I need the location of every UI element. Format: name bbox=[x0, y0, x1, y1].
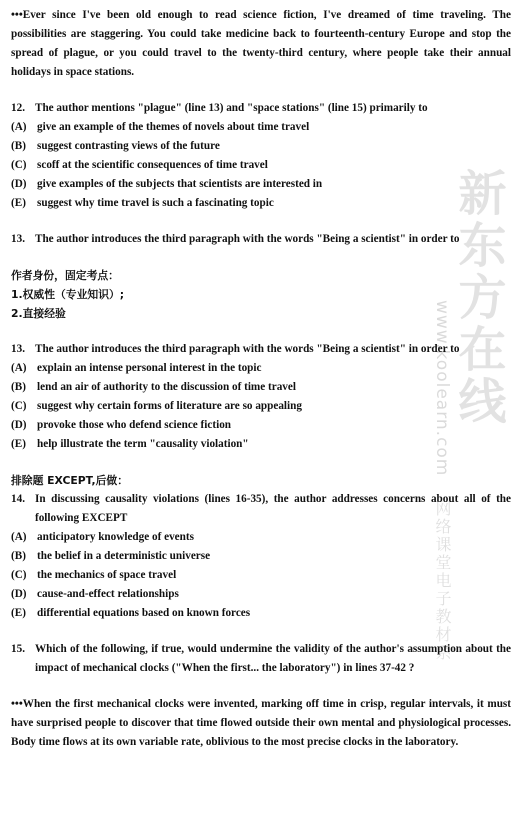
options-14 bbox=[11, 528, 511, 623]
option-key: (D) bbox=[11, 178, 27, 190]
option-13e bbox=[11, 435, 511, 454]
option-14c bbox=[11, 566, 511, 585]
option-text: suggest why time travel is such a fascinating topic bbox=[37, 197, 274, 209]
note-title: 作者身份，固定考点： bbox=[11, 269, 119, 282]
option-key: (C) bbox=[11, 569, 27, 581]
passage-clocks: •••When the first mechanical clocks were invented, marking off time in crisp, regular intervals, it must have surprised people to discover that time flowed outside their own mental and physiological processes. Body time flows at its own variable rate, oblivious to the most precise clocks in the laboratory. bbox=[11, 698, 511, 748]
note-author-identity bbox=[11, 266, 511, 323]
option-key: (A) bbox=[11, 531, 27, 543]
options-13 bbox=[11, 359, 511, 454]
option-text: help illustrate the term "causality violation" bbox=[37, 438, 249, 450]
option-text: the belief in a deterministic universe bbox=[37, 550, 211, 562]
question-12 bbox=[11, 99, 511, 118]
option-12b bbox=[11, 137, 511, 156]
option-key: (B) bbox=[11, 550, 26, 562]
option-key: (B) bbox=[11, 381, 26, 393]
watermark-subtitle: 网络课堂电子教材系 bbox=[433, 500, 452, 662]
option-key: (E) bbox=[11, 607, 26, 619]
option-14e bbox=[11, 604, 511, 623]
option-12a bbox=[11, 118, 511, 137]
option-12c bbox=[11, 156, 511, 175]
option-14b bbox=[11, 547, 511, 566]
option-13b bbox=[11, 378, 511, 397]
option-key: (C) bbox=[11, 400, 27, 412]
option-text: provoke those who defend science fiction bbox=[37, 419, 232, 431]
option-text: give examples of the subjects that scientists are interested in bbox=[37, 178, 323, 190]
option-key: (B) bbox=[11, 140, 26, 152]
question-stem: The author mentions "plague" (line 13) and "space stations" (line 15) primarily to bbox=[34, 102, 428, 114]
question-stem: The author introduces the third paragraph with the words "Being a scientist" in order to bbox=[34, 233, 460, 245]
option-key: (E) bbox=[11, 197, 26, 209]
question-number: 13. bbox=[11, 233, 25, 245]
question-14 bbox=[11, 490, 511, 528]
option-13c bbox=[11, 397, 511, 416]
watermark-brand: 新东方在线 bbox=[450, 168, 506, 428]
passage-intro: •••Ever since I've been old enough to read science fiction, I've dreamed of time traveling. The possibilities are staggering. You could take medicine back to fourteenth-century Europe and stop the spread of plague, or you could travel to the twenty-third century, where people take their annual holidays in space stations. bbox=[11, 9, 511, 78]
option-text: explain an intense personal interest in the topic bbox=[37, 362, 262, 374]
option-13a bbox=[11, 359, 511, 378]
question-number: 13. bbox=[11, 343, 25, 355]
question-stem: Which of the following, if true, would undermine the validity of the author's assumption about the impact of mechanical clocks ("When the first... the laboratory") in lines 37-42 ? bbox=[34, 643, 511, 674]
question-13-first bbox=[11, 230, 511, 249]
option-key: (E) bbox=[11, 438, 26, 450]
question-number: 15. bbox=[11, 643, 25, 655]
option-text: suggest why certain forms of literature are so appealing bbox=[37, 400, 302, 412]
question-stem: The author introduces the third paragraph with the words "Being a scientist" in order to bbox=[34, 343, 460, 355]
question-15 bbox=[11, 640, 511, 678]
option-key: (A) bbox=[11, 362, 27, 374]
option-key: (D) bbox=[11, 588, 27, 600]
note-line-2: 2.直接经验 bbox=[11, 307, 66, 320]
watermark-url: www.koolearn.com bbox=[432, 300, 452, 477]
option-12d bbox=[11, 175, 511, 194]
option-key: (D) bbox=[11, 419, 27, 431]
option-text: anticipatory knowledge of events bbox=[37, 531, 194, 543]
option-14d bbox=[11, 585, 511, 604]
option-14a bbox=[11, 528, 511, 547]
option-key: (A) bbox=[11, 121, 27, 133]
option-13d bbox=[11, 416, 511, 435]
option-text: cause-and-effect relationships bbox=[37, 588, 179, 600]
question-number: 14. bbox=[11, 493, 25, 505]
question-stem: In discussing causality violations (lines 16-35), the author addresses concerns about all of the following EXCEPT bbox=[34, 493, 511, 524]
document-page bbox=[11, 6, 511, 752]
option-text: suggest contrasting views of the future bbox=[37, 140, 220, 152]
option-text: lend an air of authority to the discussion of time travel bbox=[37, 381, 296, 393]
note-line-1: 1.权威性（专业知识）; bbox=[11, 288, 125, 301]
question-number: 12. bbox=[11, 102, 25, 114]
option-text: give an example of the themes of novels about time travel bbox=[37, 121, 310, 133]
question-13 bbox=[11, 340, 511, 359]
options-12 bbox=[11, 118, 511, 213]
option-12e bbox=[11, 194, 511, 213]
note-except-question: 排除题 EXCEPT,后做： bbox=[11, 474, 128, 487]
option-key: (C) bbox=[11, 159, 27, 171]
option-text: differential equations based on known forces bbox=[37, 607, 251, 619]
option-text: scoff at the scientific consequences of time travel bbox=[37, 159, 268, 171]
option-text: the mechanics of space travel bbox=[37, 569, 177, 581]
